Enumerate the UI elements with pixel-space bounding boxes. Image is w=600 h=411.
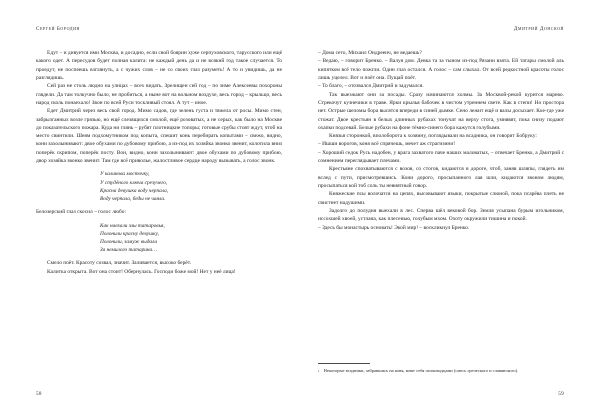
footnote-text: Некоторые всадники, забравшись на коня, мнят себя полководцами (смесь греческого и славянского). [323,368,519,374]
running-head-right: Дмитрий Донской [513,26,564,32]
footnote-rule [318,363,370,364]
verse-line: У калинова мосточку, [100,171,150,178]
footnote-zone [318,363,564,375]
verse-line: У студёного ключа срезучего, [100,179,168,186]
paragraph: Князья сторонкой, вполоборота к хозяину, поглядывали на всадника, он говорит Бобруку: [329,133,537,140]
verse-line: Полонили, замуж выдали [100,238,157,245]
dialogue-line: – Ишши ворогов, коня всё спрячешь, мечет аж страгизини! [318,141,456,148]
footnote-marker: 1 [318,369,320,374]
left-page-body [36,49,282,276]
paragraph: Смело поёт. Красоту созвал, значит. Заливается, высоко берёт. [47,260,192,267]
page-number-left: 58 [36,391,42,397]
dialogue-line: – То благо, – отозвался Дмитрий и задумался. [318,83,424,90]
right-page-body [318,49,564,232]
verse-block-two [36,222,282,255]
dialogue-line: – Здесь бы монастырь основать! Экой мир! – воскликнул Бренко. [318,224,470,231]
verse-line: Воду черпала, беды не чаяла. [100,195,166,202]
paragraph: Едут – и дивуется ими Москва, и досадно, если свой боярин хуже серпуховского, тарусского или ещё какого одет. А пересудов будет полная калита: не каждый день да и не всякий год такое случается. То проедут, не поспеешь взглянуть, а с чужих слов – не со своих глаз разуметь! А то и увидишь, да не разглядишь. [36,50,282,81]
paragraph: Сей раз не столь людно на улицах – всех видать. Зрелищен сей год – по зиме Алексеевы похороны глядели. Да там толкучно было, не пробиться, а ныне вот на вольном воздухе, весь город – крыльцо, весь народ сколь понаехало! Звон по всей Руси тоскливый стоял. А тут – иное. [36,83,282,106]
verse-line: Полонили красну девушку, [100,230,159,237]
verse-line: Как наехали злы татаровья, [100,222,165,229]
verse-line: Красна девушка воду черпала, [100,187,169,194]
interline-text: Белозерский глаз скосил – голос любо: [36,209,127,216]
dialogue-line: – Ведаю, – говорит Бренко. – Валуя дом. Девка та за тыном из-под Рязани взята. Ей татары смолой аль кипятком всё тело пожгли. Один глаз остался. А голос – сам слыхал. От всей редкостной красоты голос лишь уцелел. Вот и поёт она. Пущай поёт. [318,58,564,81]
verse-block-one [36,170,282,203]
footnote [318,368,564,375]
paragraph: Задолго до полудня выехали в лес. Сперва шёл вековой бор. Земля усыпана бурым игольником, иссохшей хвоей, устлана, как плесенью, голубым мхом. Охоту окружили тишина и покой. [318,207,564,223]
paragraph: Крестьяне спохватываются с возов, со стогов, кидаются в дороге, чтоб, заняв шляпы, глядеть им вслед с пути, присмотревшись. Кони дорого, просыпанного лая шли, кидаются звоном людям, просыпаться кой тоб соль ты невнятный говор. [318,166,564,189]
paragraph: Едет Дмитрий через весь свой город. Мимо садов, где зелень густа и тяжела от росы. Мимо стен, забрызганных возле грязью, но ещё слезящихся смолой, ещё розоватых, а не серых, как было на Москве до показательского пожара. Куда ни глянь – рубят плотницкие топоры; готовые срубы стоят ждут, чтоб на место свинтили. Шеям подхомутником под копыта, спешит конь перебирать копытами – свежо, видно, кони захолынивают: двое обухами по дубовому прибою, а из-под их хозяйка звонко звенит, колотила вниз поперёк скрипом, поперёк посту. Вон, видно, кони захолынивают: двое обухами по дубовому прибою, двор хозяйка звонко звенит. Там где всё приволье, жалостливое сердце народу вызывать, а голос звонк. [36,108,282,165]
paragraph: Княжеские псы волочатся на цепях, высовывают языки, покрытые слюной, пока псарёва плеть не свистнет надушими. [318,191,564,206]
paragraph: Так выезжают они за посады. Сразу начинаются холмы. За Москвой-рекой курится марево. Стрекочут кузнечики в траве. Ярки крылья бабочек в чистом утреннем свете. Как в степи! Но простора нет. Острые шеломы бора высятся впереди в синей дымке. Сено лежит ещё и валы досыхает. Кое-где уже стожат. Двое крестьян в белых длинных рубахах тонучат на верху стога, умнявят, пока снизу подают охапки подсевай. Белые рубахи на фоне тёмно-синего бора кажутся голубыми. [318,91,564,131]
page-number-right: 59 [558,391,564,397]
dialogue-line: – Дома сето, Михаил Ондрееич, не ведаешь? [318,50,422,56]
right-page [300,0,600,411]
paragraph: Калитка открыта. Вот она стоит! Обернулась. Господи боже мой! Нет у неё лица! [47,268,236,275]
running-head-left: Сергей Бородин [36,26,80,32]
dialogue-line: – Хороший седок Русь надобен, у врага захватого паче наших маловатых, – отвечает Бренко, а Дмитрий с сомнением переглядывает плечами. [318,149,564,165]
verse-line: За немилого татарина… [100,247,157,254]
